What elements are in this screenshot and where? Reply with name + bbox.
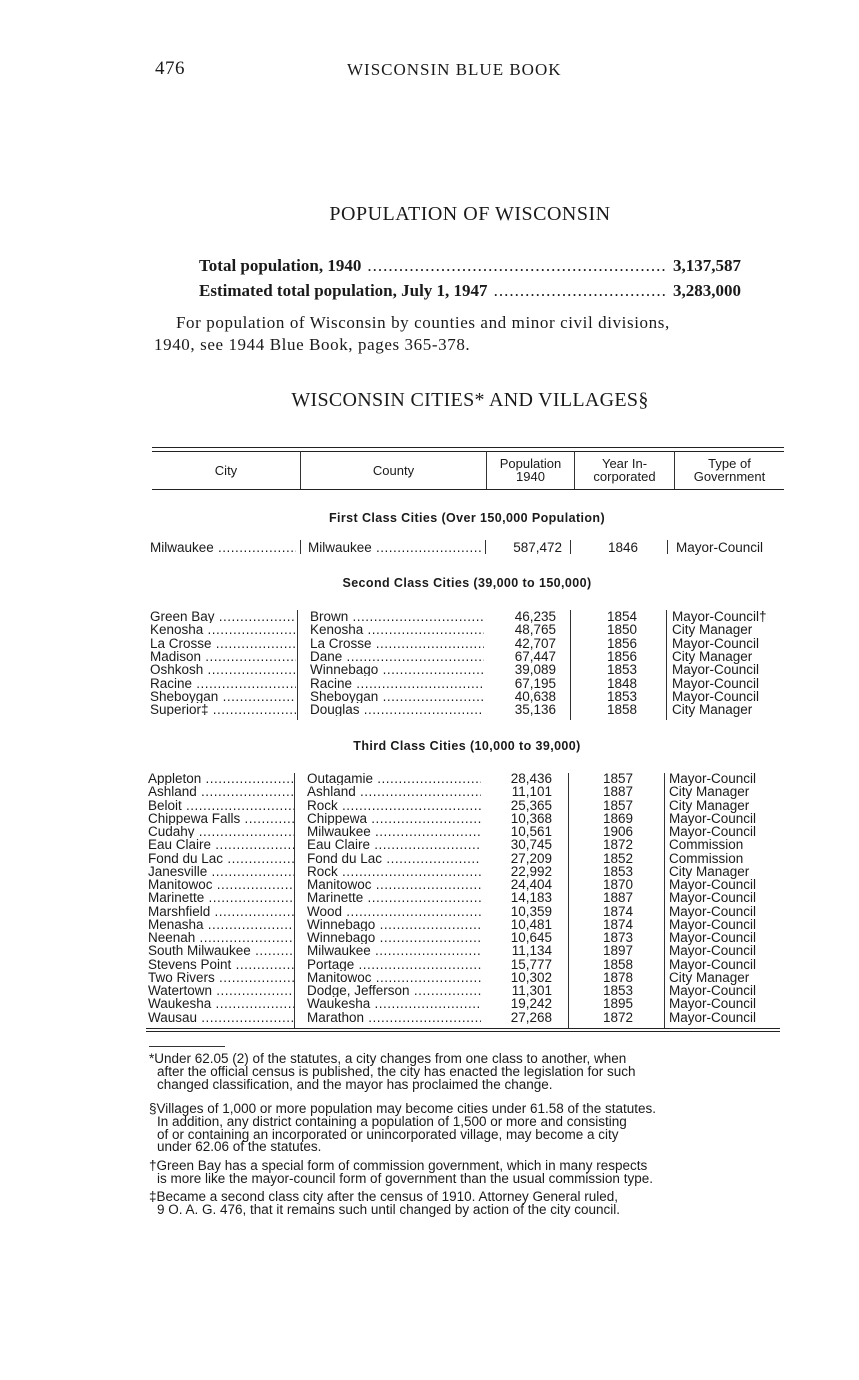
county-name: Winnebago ..... [307,931,481,944]
year-value: 1846 [607,540,639,555]
county-name: Manitowoc ..... [307,878,481,891]
section-heading-third-class: Third Class Cities (10,000 to 39,000) [353,739,581,753]
footnote-line: of or containing an incorporated or unincorporated village, may become a city [157,1126,619,1142]
table-row [150,663,790,676]
estimated-population-row [199,281,741,303]
population-value: 19,242 [510,996,552,1012]
city-name: La Crosse ..... [150,637,296,650]
table-row [148,838,788,851]
table-row [148,1011,788,1024]
running-head [0,58,859,82]
city-name: Neenah ..... [148,931,294,944]
county-name: Eau Claire ..... [307,838,481,851]
year-value: 1853 [606,662,638,678]
column-rule [294,773,295,1028]
section-heading-first-class: First Class Cities (Over 150,000 Population) [328,511,606,525]
total-value: 3,137,587 [673,256,741,275]
table-row [148,799,788,812]
county-name: Milwaukee ..... [308,541,482,554]
column-header-population: Population 1940 [499,456,562,484]
county-name: Winnebago ..... [307,918,481,931]
county-name: Milwaukee ..... [307,825,481,838]
year-value: 1887 [602,784,634,800]
government-type: Mayor-Council [669,824,757,839]
county-name: Rock ..... [307,799,481,812]
footnote [149,1160,781,1186]
header-rule-top [152,447,784,448]
government-type: Mayor-Council [676,540,764,555]
county-name: Kenosha ..... [310,623,484,636]
population-value: 48,765 [514,622,556,638]
government-type: Mayor-Council [669,903,757,919]
year-value: 1897 [602,943,634,959]
population-value: 10,302 [510,969,552,985]
government-type: Mayor-Council [672,688,760,704]
year-value: 1878 [602,969,634,985]
table-row [150,637,790,650]
population-value: 587,472 [513,540,562,555]
table-row [148,918,788,931]
city-name: Superior‡ ..... [150,703,296,716]
year-value: 1874 [602,903,634,919]
city-name: Oshkosh ..... [150,663,296,676]
government-type: Mayor-Council [669,956,757,972]
government-type: City Manager [669,863,750,879]
county-name: Douglas ..... [310,703,484,716]
county-name: Wood ..... [307,905,481,918]
county-name: Rock ..... [307,865,481,878]
population-value: 67,195 [514,675,556,691]
population-value: 10,645 [510,930,552,945]
year-value: 1869 [602,810,634,826]
government-type: City Manager [672,648,753,664]
county-name: Marinette ..... [307,891,481,904]
population-value: 11,301 [511,983,552,998]
year-value: 1853 [606,688,638,704]
reference-note [154,312,794,356]
government-type: City Manager [669,784,750,800]
footnote-line: under 62.06 of the statutes. [157,1139,322,1155]
column-header-government: Type of Government [693,456,766,484]
table-row [150,610,790,623]
table-row [148,878,788,891]
column-rule [666,610,667,720]
city-name: Wausau ..... [148,1011,294,1024]
year-value: 1856 [606,635,638,651]
table-row [148,997,788,1010]
county-name: Brown ..... [310,610,484,623]
county-name: Outagamie ..... [307,772,481,785]
footnote-line: *Under 62.05 (2) of the statutes, a city changes from one class to another, when [149,1051,627,1066]
county-name: Dane ..... [310,650,484,663]
government-type: Commission [669,837,744,853]
header-rule-bottom [152,489,784,490]
column-rule [300,540,301,554]
table-bottom-rule-double [146,1031,780,1032]
county-name: Racine ..... [310,677,484,690]
estimated-value: 3,283,000 [673,281,741,300]
population-value: 10,481 [510,916,552,932]
government-type: Mayor-Council [669,930,757,945]
table-row [148,825,788,838]
government-type: City Manager [669,797,750,813]
city-name: Kenosha ..... [150,623,296,636]
population-value: 10,359 [510,903,552,919]
table-row [148,772,788,785]
table-row [148,971,788,984]
city-name: Marshfield ..... [148,905,294,918]
footnote-line: after the official census is published, the city has enacted the legislation for such [157,1063,636,1079]
government-type: Mayor-Council [669,890,757,906]
government-type: City Manager [669,969,750,985]
county-name: La Crosse ..... [310,637,484,650]
column-rule [664,773,665,1028]
column-rule [568,773,569,1028]
city-name: Watertown ..... [148,984,294,997]
population-value: 22,992 [510,863,552,879]
population-value: 27,268 [510,1009,552,1025]
footnote-line: 9 O. A. G. 476, that it remains such until changed by action of the city council. [157,1201,621,1217]
table-row [148,931,788,944]
note-line: For population of Wisconsin by counties and minor civil divisions, [176,313,670,332]
government-type: City Manager [672,622,753,638]
table-row [148,812,788,825]
city-name: Eau Claire ..... [148,838,294,851]
table-row [148,905,788,918]
county-name: Winnebago ..... [310,663,484,676]
table-row [148,958,788,971]
government-type: Mayor-Council [669,996,757,1012]
population-value: 35,136 [514,702,556,718]
year-value: 1857 [602,771,634,786]
year-value: 1857 [602,797,634,813]
year-value: 1874 [602,916,634,932]
population-value: 28,436 [510,771,552,786]
table-row [148,852,788,865]
population-value: 11,101 [511,784,552,800]
city-name: Manitowoc ..... [148,878,294,891]
government-type: City Manager [672,702,753,718]
year-value: 1858 [602,956,634,972]
year-value: 1853 [602,863,634,879]
column-header-city: City [214,462,238,478]
footnote [149,1191,781,1217]
city-name: Milwaukee ..... [150,541,296,554]
footnote [149,1053,781,1091]
footnote-line: †Green Bay has a special form of commission government, which in many respects [149,1158,648,1173]
footnote-line: changed classification, and the mayor has proclaimed the change. [157,1076,553,1092]
city-name: Green Bay ..... [150,610,296,623]
county-name: Milwaukee ..... [307,944,481,957]
city-name: Fond du Lac ..... [148,852,294,865]
column-rule [570,610,571,720]
table-row [148,984,788,997]
book-title: WISCONSIN BLUE BOOK [347,60,562,79]
population-value: 67,447 [514,648,556,664]
year-value: 1854 [606,609,638,624]
county-name: Sheboygan ..... [310,690,484,703]
year-value: 1853 [602,983,634,998]
government-type: Mayor-Council† [672,609,767,624]
government-type: Mayor-Council [672,675,760,691]
city-name: Janesville ..... [148,865,294,878]
population-value: 25,365 [510,797,552,813]
population-value: 40,638 [514,688,556,704]
year-value: 1856 [606,648,638,664]
header-rule-top-double [152,451,784,452]
total-label: Total population, 1940 [199,256,362,275]
column-rule [667,540,668,554]
note-line: 1940, see 1944 Blue Book, pages 365-378. [154,335,471,354]
year-value: 1852 [602,850,634,866]
total-population-row [199,256,741,278]
section-heading-second-class: Second Class Cities (39,000 to 150,000) [342,576,592,590]
leader-dots [367,256,667,276]
population-value: 42,707 [514,635,556,651]
column-header-year: Year In- corporated [593,456,656,484]
year-value: 1873 [602,930,634,945]
county-name: Dodge, Jefferson ..... [307,984,481,997]
government-type: Mayor-Council [672,635,760,651]
county-name: Marathon ..... [307,1011,481,1024]
city-name: Racine ..... [150,677,296,690]
city-name: Madison ..... [150,650,296,663]
table-row [148,865,788,878]
table-row [150,677,790,690]
footnote-line: ‡Became a second class city after the census of 1910. Attorney General ruled, [149,1189,619,1204]
table-row [148,944,788,957]
footnote-rule [149,1046,225,1047]
column-rule [485,540,486,554]
year-value: 1887 [602,890,634,906]
city-name: Cudahy ..... [148,825,294,838]
population-value: 27,209 [510,850,552,866]
footnote [149,1103,781,1154]
city-name: Sheboygan ..... [150,690,296,703]
footnote-line: §Villages of 1,000 or more population may become cities under 61.58 of the statutes. [149,1101,657,1116]
footnote-line: In addition, any district containing a population of 1,500 or more and consisting [157,1113,627,1129]
table-row [150,650,790,663]
city-name: Stevens Point ..... [148,958,294,971]
city-name: Waukesha ..... [148,997,294,1010]
year-value: 1850 [606,622,638,638]
county-name: Portage ..... [307,958,481,971]
column-rule [570,540,571,554]
population-value: 11,134 [511,943,552,959]
population-value: 10,561 [510,824,552,839]
government-type: Mayor-Council [672,662,760,678]
government-type: Commission [669,850,744,866]
leader-dots [494,281,667,301]
year-value: 1858 [606,702,638,718]
city-name: Two Rivers ..... [148,971,294,984]
city-name: Marinette ..... [148,891,294,904]
government-type: Mayor-Council [669,916,757,932]
table-row [148,891,788,904]
city-name: Ashland ..... [148,785,294,798]
column-header-county: County [372,462,415,478]
city-name: Chippewa Falls ..... [148,812,294,825]
county-name: Ashland ..... [307,785,481,798]
year-value: 1872 [602,837,634,853]
year-value: 1870 [602,877,634,892]
table-row [150,541,790,554]
city-name: South Milwaukee ..... [148,944,294,957]
county-name: Fond du Lac ..... [307,852,481,865]
year-value: 1895 [602,996,634,1012]
government-type: Mayor-Council [669,983,757,998]
county-name: Chippewa ..... [307,812,481,825]
city-name: Beloit ..... [148,799,294,812]
table-row [148,785,788,798]
year-value: 1906 [602,824,634,839]
population-value: 10,368 [510,810,552,826]
table-title: WISCONSIN CITIES* AND VILLAGES§ [291,389,649,411]
population-value: 15,777 [510,956,552,972]
table-bottom-rule [146,1028,780,1029]
population-value: 24,404 [510,877,552,892]
page-title: POPULATION OF WISCONSIN [329,203,611,225]
government-type: Mayor-Council [669,810,757,826]
page-number: 476 [155,58,185,79]
government-type: Mayor-Council [669,877,757,892]
footnote-line: is more like the mayor-council form of government than the usual commission type. [157,1170,653,1186]
table-row [150,623,790,636]
government-type: Mayor-Council [669,1009,757,1025]
table-row [150,703,790,716]
year-value: 1872 [602,1009,634,1025]
government-type: Mayor-Council [669,771,757,786]
city-name: Appleton ..... [148,772,294,785]
year-value: 1848 [606,675,638,691]
column-rule [297,610,298,720]
population-value: 30,745 [510,837,552,853]
county-name: Manitowoc ..... [307,971,481,984]
county-name: Waukesha ..... [307,997,481,1010]
table-row [150,690,790,703]
population-value: 39,089 [514,662,556,678]
estimated-label: Estimated total population, July 1, 1947 [199,281,488,300]
city-name: Menasha ..... [148,918,294,931]
population-value: 14,183 [510,890,552,906]
government-type: Mayor-Council [669,943,757,959]
population-value: 46,235 [514,609,556,624]
